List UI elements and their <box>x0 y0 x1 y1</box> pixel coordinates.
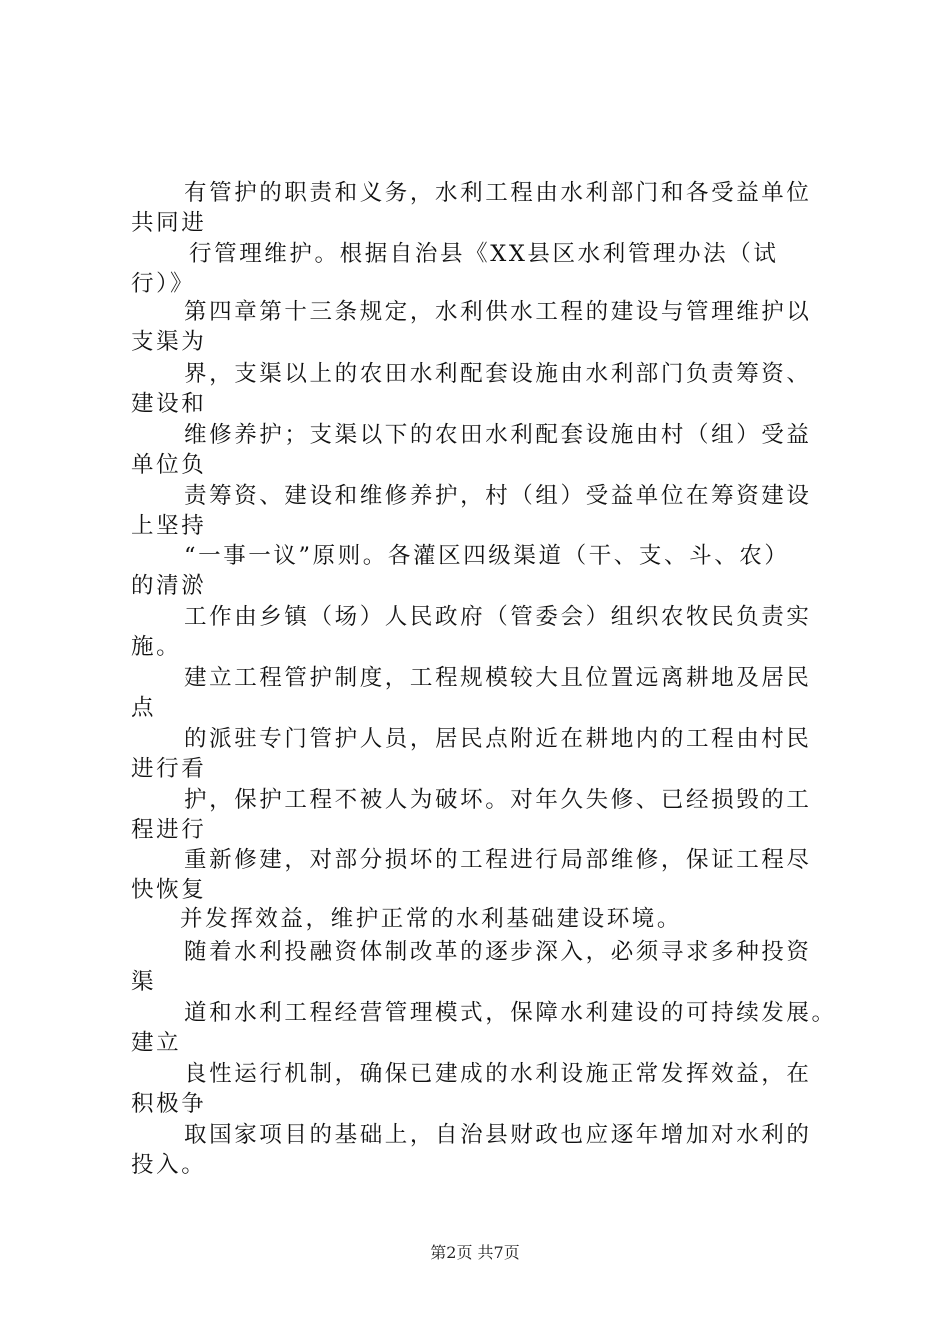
text-line: 行管理维护。根据自治县《XX县区水利管理办法（试 <box>189 241 779 267</box>
text-line: 第四章第十三条规定，水利供水工程的建设与管理维护以 <box>184 299 812 325</box>
text-line: 重新修建，对部分损坏的工程进行局部维修，保证工程尽 <box>184 847 812 873</box>
text-line: 道和水利工程经营管理模式，保障水利建设的可持续发展。 <box>184 1000 837 1026</box>
page-number-footer: 第2页 共7页 <box>430 1243 520 1262</box>
text-line: 快恢复 <box>131 877 207 903</box>
text-line: 有管护的职责和义务，水利工程由水利部门和各受益单位 <box>184 180 812 206</box>
text-line: 支渠为 <box>131 329 207 355</box>
text-line: “一事一议”原则。各灌区四级渠道（干、支、斗、农） <box>184 543 790 569</box>
text-line: 责筹资、建设和维修养护，村（组）受益单位在筹资建设 <box>184 483 812 509</box>
text-line: 行）》 <box>131 271 196 297</box>
text-line: 工作由乡镇（场）人民政府（管委会）组织农牧民负责实 <box>184 604 812 630</box>
text-line: 点 <box>131 695 157 721</box>
text-line: 随着水利投融资体制改革的逐步深入，必须寻求多种投资 <box>184 939 812 965</box>
text-line: 渠 <box>131 969 157 995</box>
text-line: 护，保护工程不被人为破坏。对年久失修、已经损毁的工 <box>184 787 812 813</box>
text-line: 上坚持 <box>131 513 207 539</box>
text-line: 单位负 <box>131 452 207 478</box>
text-line: 并发挥效益，维护正常的水利基础建设环境。 <box>180 906 683 932</box>
text-line: 共同进 <box>131 210 207 236</box>
text-line: 良性运行机制，确保已建成的水利设施正常发挥效益，在 <box>184 1061 812 1087</box>
text-line: 的派驻专门管护人员，居民点附近在耕地内的工程由村民 <box>184 726 812 752</box>
text-line: 取国家项目的基础上，自治县财政也应逐年增加对水利的 <box>184 1122 812 1148</box>
text-line: 维修养护；支渠以下的农田水利配套设施由村（组）受益 <box>184 422 812 448</box>
text-line: 积极争 <box>131 1091 207 1117</box>
text-line: 建立 <box>131 1030 182 1056</box>
text-line: 施。 <box>131 634 182 660</box>
text-line: 的清淤 <box>131 573 207 599</box>
text-line: 进行看 <box>131 756 207 782</box>
text-line: 程进行 <box>131 817 207 843</box>
text-line: 建立工程管护制度，工程规模较大且位置远离耕地及居民 <box>184 665 812 691</box>
text-line: 界，支渠以上的农田水利配套设施由水利部门负责筹资、 <box>184 361 812 387</box>
text-line: 建设和 <box>131 391 207 417</box>
text-line: 投入。 <box>131 1152 207 1178</box>
